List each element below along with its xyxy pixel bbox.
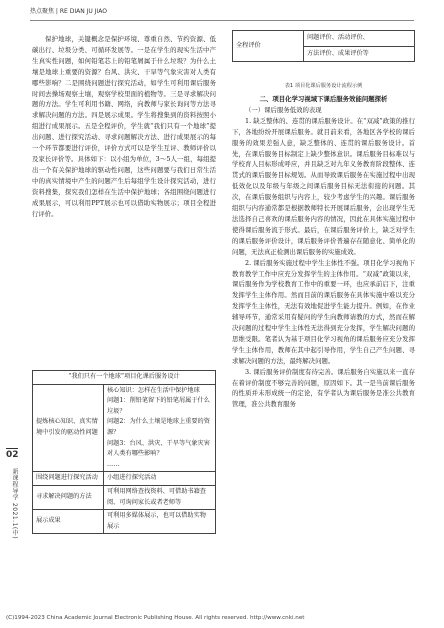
page-header xyxy=(30,6,414,21)
table-row xyxy=(33,485,216,509)
row-content: 方法评价、成果评价等 xyxy=(304,46,415,62)
right-paragraph-1: 1. 缺乏整体的、连贯的课后服务设计。在“双减”政策的推行下，各地纷纷开展课后服务。就目前来看，各地区各学校的课后服务的效果差强人意，缺乏整体的、连贯的课后服务设计。首先，在课后服务目标制定上缺少整体意识。课后服务目标难以与学校育人目标形成呼应，并且缺乏对九年义务教育阶段整体、连贯式的课后服务目标规划。从而导致课后服务在实施过程中出现低效化以及年级与年级之间课后服务目标无法衔接的问题。其次，在课后服务组织与内容上，较少考虑学生的兴趣。课后服务组织与内容通常都是根据教师特长开展课后服务，会出现学生无法选择自己喜欢的课后服务内容的情况，因此在具体实施过程中使得课后服务流于形式。最后，在课后服务评价上，缺乏对学生的课后服务评价设计，课后服务评价普遍存在随意化、简单化的问题，无法真正检测出课后服务的实施成效。 xyxy=(232,116,415,256)
row-content: 可利用网络查找资料、可借助书籍查阅、可询问家长或者老师等 xyxy=(104,485,216,509)
row-content: 可利用多媒体展示，也可以借助实物展示 xyxy=(104,510,216,534)
design-table-title-row xyxy=(33,371,216,385)
design-table-title: “我们只有一个地球”项目化课后服务设计 xyxy=(33,371,216,385)
header-title: 热点聚焦 | RE DIAN JU JIAO xyxy=(30,8,107,15)
right-paragraph-3: 3. 课后服务评价制度有待完善。课后服务自实施以来一直存在着评价制度不够完善的问题，原因如下。其一是当前课后服务的性质并未形成统一的定论，有学者认为课后服务是准公共教育管理，准公共教育服务 xyxy=(232,367,415,409)
left-paragraph-1: 保护地球，关键概念是保护环境、尊重自然、节约资源、低碳出行、垃圾分类、可循环发展等。一是在学生的现实生活中产生真实性问题，如何铅笔芯上的铅笔屑属于什么垃圾？为什么土壤是地球上重要的资源？台风、洪灾、干旱等气象灾害对人类有哪些影响？二是围绕问题进行探究活动，如学生可利用课后服务时间去操场观察土壤，观察学校里面的植物等。三是寻求解决问题的方法。学生可利用书籍、网络，向教师与家长询问等方法寻求解决问题的方法。四是展示成果。学生将搜集到的资料按照小组进行成果展示。五是全程评价，学生就“我们只有一个地球”提出问题、进行探究活动、寻求问题解决方法、进行成果展示的每一个环节都要进行评价，评价方式可以是学生互评、教师评价以及家长评价等。具体如下：以小组为单位，3～5人一组，每组提出一个有关保护地球的驱动性问题，这些问题要与我们日常生活中的真实情境中产生的问题产生后每组学生设计探究活动，进行资料搜集，探究我们怎样在生活中保护地球；各组围绕问题进行成果展示，可以利用PPT展示也可以借助实物展示；项目全程进行评价。 xyxy=(32,35,216,218)
eval-table xyxy=(232,30,415,62)
right-paragraph-2: 2. 课后服务实施过程中学生主体性不强。项目化学习视角下教育教学工作中应充分发挥学生的主体作用。“双减”政策以来，课后服务作为学校教育工作中的重要一环，也应承前启下，注重发挥学生主体作用。然而目前的课后服务在具体实施中难以充分发挥学生主体性，无法有效地促进学生能力提升。例如，在作业辅导环节，通常采用有疑问的学生向教师请教的方式，然而在解决问题的过程中学生主体性无法得到充分发挥，学生解决问题的思维受限。笔者认为基于项目化学习视角的课后服务应充分发挥学生主体作用，教师在其中起引导作用，学生自己产生问题、寻求解决问题的方法，最终解决问题。 xyxy=(232,258,415,365)
row-label: 围绕问题进行探究活动 xyxy=(33,472,104,486)
side-bar xyxy=(6,450,20,570)
row-content: 问题评价、活动评价、 xyxy=(304,31,415,47)
row-label: 寻求解决问题的方法 xyxy=(33,485,104,509)
row-content: 核心知识：怎样在生活中保护地球 问题1：削铅笔留下的铅笔屑属于什么垃圾？ 问题2：为什么土壤是地球上重要的资源？ 问题3：台风、洪灾、干旱等气象灾害对人类有哪些影响？ …… xyxy=(104,384,216,472)
side-divider xyxy=(6,448,18,449)
row-label: 全程评价 xyxy=(233,31,304,62)
page-number: 02 xyxy=(6,450,19,460)
row-content: 小组进行探究活动 xyxy=(104,472,216,486)
journal-name: 新课程导学 2021.1(中) xyxy=(11,468,18,540)
row-label: 提炼核心知识、真实情境中引发的驱动性问题 xyxy=(33,384,104,472)
table-row xyxy=(233,31,415,47)
section-heading: 二、项目化学习视域下课后服务效能问题探析 xyxy=(259,95,388,103)
copyright-footer: (C)1994-2023 China Academic Journal Electronic Publishing House. All rights reserved. http://www.cnki.net xyxy=(6,615,305,621)
table-row xyxy=(33,384,216,472)
right-column xyxy=(232,94,415,410)
left-column xyxy=(32,34,216,219)
subsection-heading: （一）课后服务低效的表现 xyxy=(245,105,322,114)
row-label: 展示成果 xyxy=(33,510,104,534)
table-caption: 表1 项目化课后服务设计流程示例 xyxy=(284,83,363,89)
design-table xyxy=(32,370,216,534)
table-row xyxy=(33,510,216,534)
table-row xyxy=(33,472,216,486)
